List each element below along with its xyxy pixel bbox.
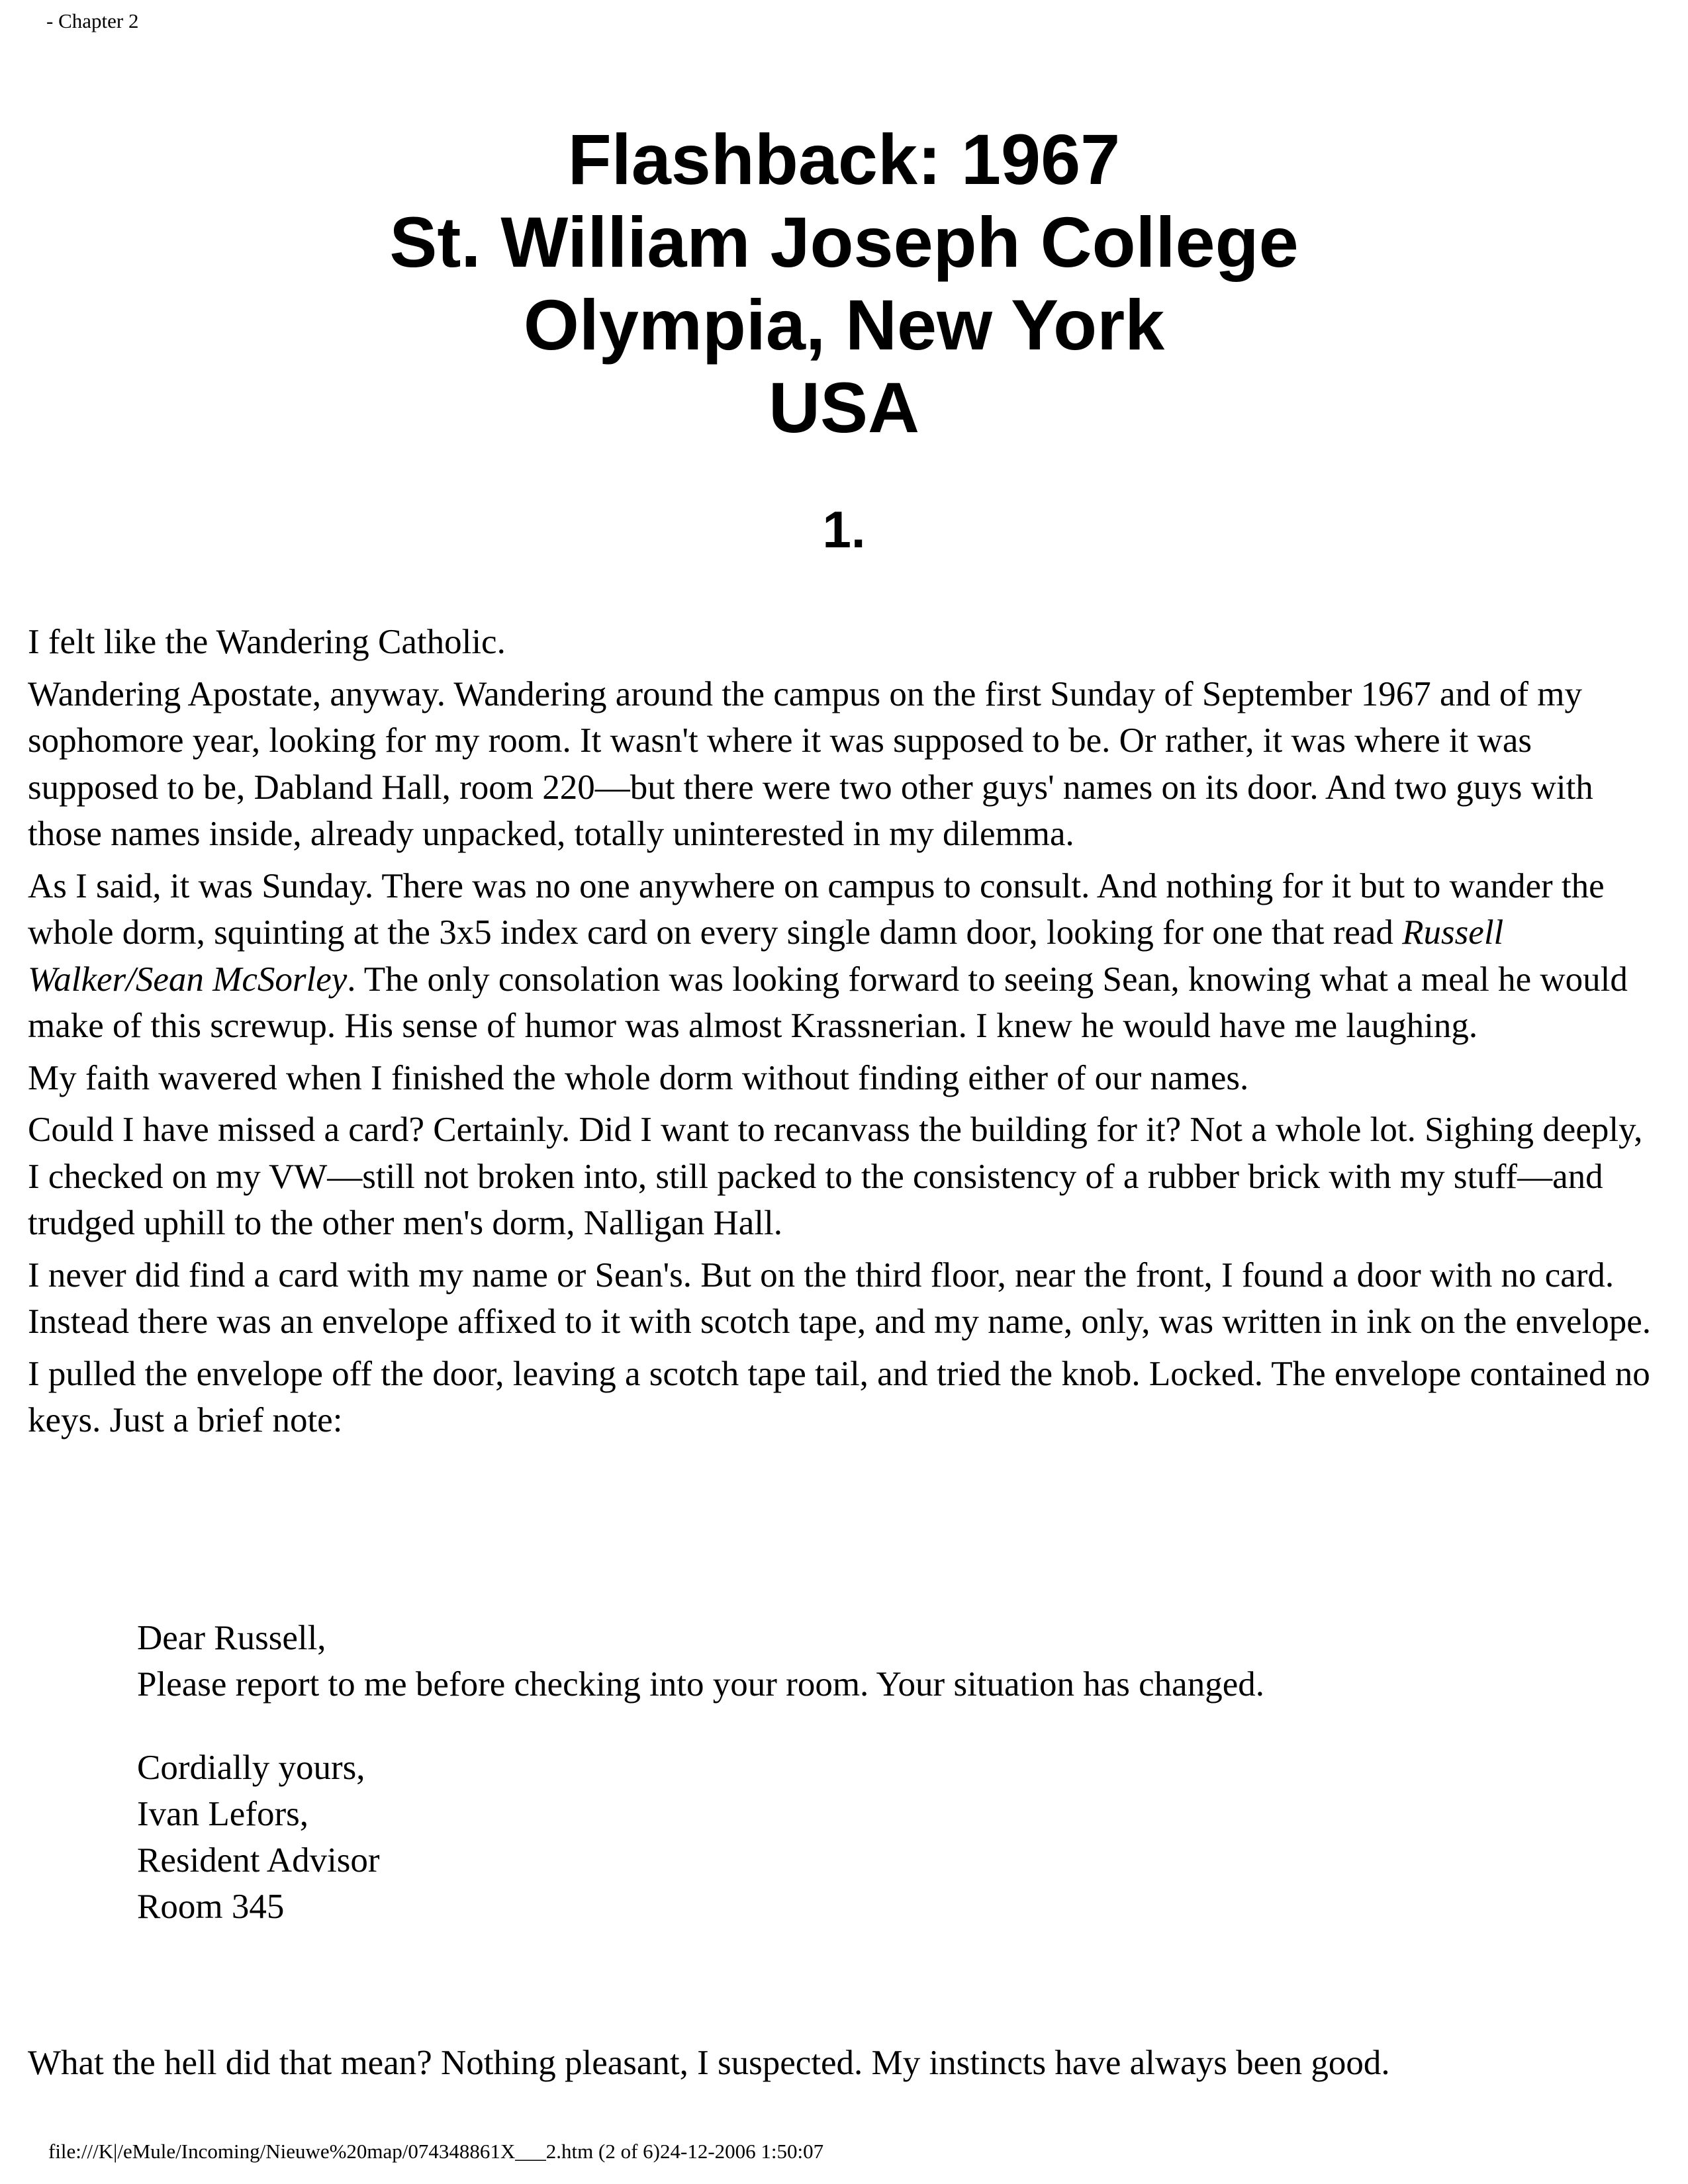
- paragraph-7: I pulled the envelope off the door, leaving a scotch tape tail, and tried the knob. Locked. The envelope contained no keys. Just a brief note:: [28, 1354, 1650, 1439]
- paragraph-2: Wandering Apostate, anyway. Wandering around the campus on the first Sunday of September 1967 and of my sophomore year, looking for my room. It wasn't where it was supposed to be. Or rather, it was where it was supposed to be, Dabland Hall, room 220—but there were two other guys' names on its door. And two guys with those names inside, already unpacked, totally uninterested in my dilemma.: [28, 674, 1593, 853]
- letter-closing: Cordially yours,: [137, 1749, 365, 1787]
- paragraph-6: I never did find a card with my name or Sean's. But on the third floor, near the front, I found a door with no card. Instead there was an envelope affixed to it with scotch tape, and my name, only, was written in ink on the envelope.: [28, 1255, 1652, 1341]
- letter-signer-name: Ivan Lefors,: [137, 1795, 308, 1833]
- title-line-4: USA: [768, 367, 920, 447]
- section-number: 1.: [822, 500, 866, 559]
- paragraph-3-italic-names: Russell Walker/Sean McSorley: [28, 913, 1504, 999]
- paragraph-3: [28, 863, 1663, 1050]
- title-line-3: Olympia, New York: [523, 285, 1165, 365]
- paragraph-3-text-b: . The only consolation was looking forward to seeing Sean, knowing what a meal he would make of this screwup. His sense of humor was almost Krassnerian. I knew he would have me laughing.: [28, 960, 1628, 1045]
- letter-signer-role: Resident Advisor: [137, 1841, 380, 1880]
- quoted-letter: [137, 1615, 1264, 1930]
- paragraph-1: I felt like the Wandering Catholic.: [28, 623, 506, 661]
- letter-signer-room: Room 345: [137, 1888, 285, 1926]
- letter-signature: [137, 1745, 1264, 1930]
- chapter-header-label: - Chapter 2: [46, 9, 139, 32]
- title-line-1: Flashback: 1967: [567, 119, 1121, 199]
- footer-file-path: file:///K|/eMule/Incoming/Nieuwe%20map/074348861X___2.htm (2 of 6)24-12-2006 1:50:07: [48, 2140, 824, 2163]
- closing-paragraph: What the hell did that mean? Nothing pleasant, I suspected. My instincts have always been good.: [28, 2044, 1390, 2082]
- letter-message: Please report to me before checking into your room. Your situation has changed.: [137, 1665, 1264, 1704]
- paragraph-4: My faith wavered when I finished the whole dorm without finding either of our names.: [28, 1058, 1249, 1097]
- paragraph-3-text-a: As I said, it was Sunday. There was no one anywhere on campus to consult. And nothing for it but to wander the whole dorm, squinting at the 3x5 index card on every single damn door, looking for one that read: [28, 866, 1605, 952]
- letter-salutation: Dear Russell,: [137, 1619, 326, 1657]
- chapter-title: [0, 118, 1688, 449]
- title-line-2: St. William Joseph College: [389, 202, 1299, 282]
- body-text: [28, 619, 1663, 1449]
- paragraph-5: Could I have missed a card? Certainly. Did I want to recanvass the building for it? Not a whole lot. Sighing deeply, I checked on my VW—still not broken into, still packed to the consistency of a rubber brick with my stuff—and trudged uphill to the other men's dorm, Nalligan Hall.: [28, 1111, 1643, 1242]
- letter-body: [137, 1615, 1264, 1707]
